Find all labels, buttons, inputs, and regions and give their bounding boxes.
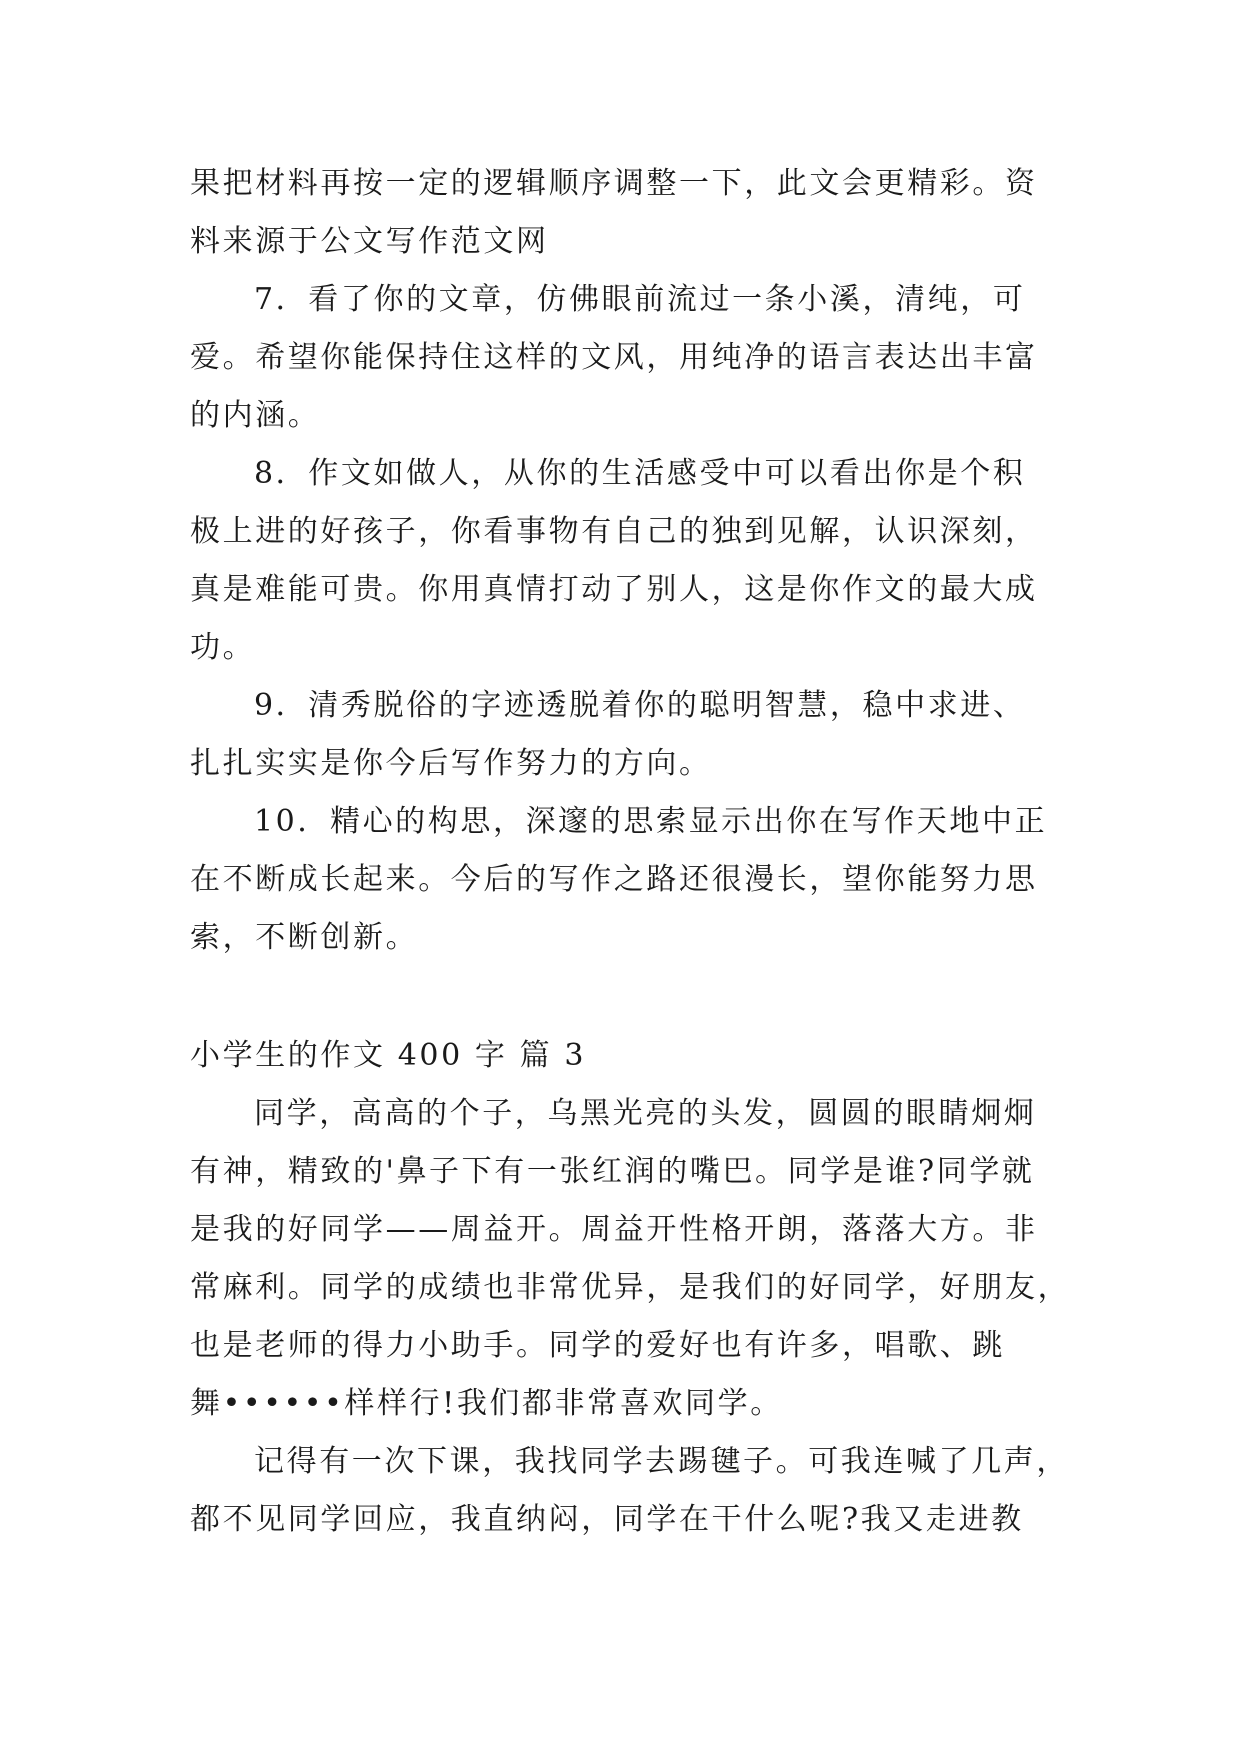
text-line: 是我的好同学——周益开。周益开性格开朗，落落大方。非 xyxy=(190,1212,1038,1247)
section-heading: 小学生的作文 400 字 篇 3 xyxy=(190,1038,587,1073)
text-line: 极上进的好孩子，你看事物有自己的独到见解，认识深刻， xyxy=(190,514,1038,549)
text-line: 的内涵。 xyxy=(190,398,321,433)
text-line: 扎扎实实是你今后写作努力的方向。 xyxy=(190,746,712,781)
text-line: 爱。希望你能保持住这样的文风，用纯净的语言表达出丰富 xyxy=(190,340,1038,375)
text-line: 果把材料再按一定的逻辑顺序调整一下，此文会更精彩。资 xyxy=(190,166,1038,201)
paragraph-8-line: 8．作文如做人，从你的生活感受中可以看出你是个积 xyxy=(254,456,1026,491)
paragraph-7-line: 7．看了你的文章，仿佛眼前流过一条小溪，清纯，可 xyxy=(254,282,1026,317)
text-line: 也是老师的得力小助手。同学的爱好也有许多，唱歌、跳 xyxy=(190,1328,1005,1363)
text-line: 料来源于公文写作范文网 xyxy=(190,224,549,259)
text-line: 常麻利。同学的成绩也非常优异，是我们的好同学，好朋友， xyxy=(190,1270,1071,1305)
text-line: 在不断成长起来。今后的写作之路还很漫长，望你能努力思 xyxy=(190,862,1038,897)
text-line: 索，不断创新。 xyxy=(190,920,419,955)
paragraph-10-line: 10．精心的构思，深邃的思索显示出你在写作天地中正 xyxy=(254,804,1048,839)
text-line: 舞••••••样样行!我们都非常喜欢同学。 xyxy=(190,1386,783,1421)
text-line: 有神，精致的'鼻子下有一张红润的嘴巴。同学是谁?同学就 xyxy=(190,1154,1035,1189)
paragraph-line: 记得有一次下课，我找同学去踢毽子。可我连喊了几声， xyxy=(254,1444,1069,1479)
paragraph-9-line: 9．清秀脱俗的字迹透脱着你的聪明智慧，稳中求进、 xyxy=(254,688,1026,723)
paragraph-line: 同学，高高的个子，乌黑光亮的头发，圆圆的眼睛炯炯 xyxy=(254,1096,1037,1131)
text-line: 都不见同学回应，我直纳闷，同学在干什么呢?我又走进教 xyxy=(190,1502,1024,1537)
text-line: 功。 xyxy=(190,630,256,665)
text-line: 真是难能可贵。你用真情打动了别人，这是你作文的最大成 xyxy=(190,572,1038,607)
